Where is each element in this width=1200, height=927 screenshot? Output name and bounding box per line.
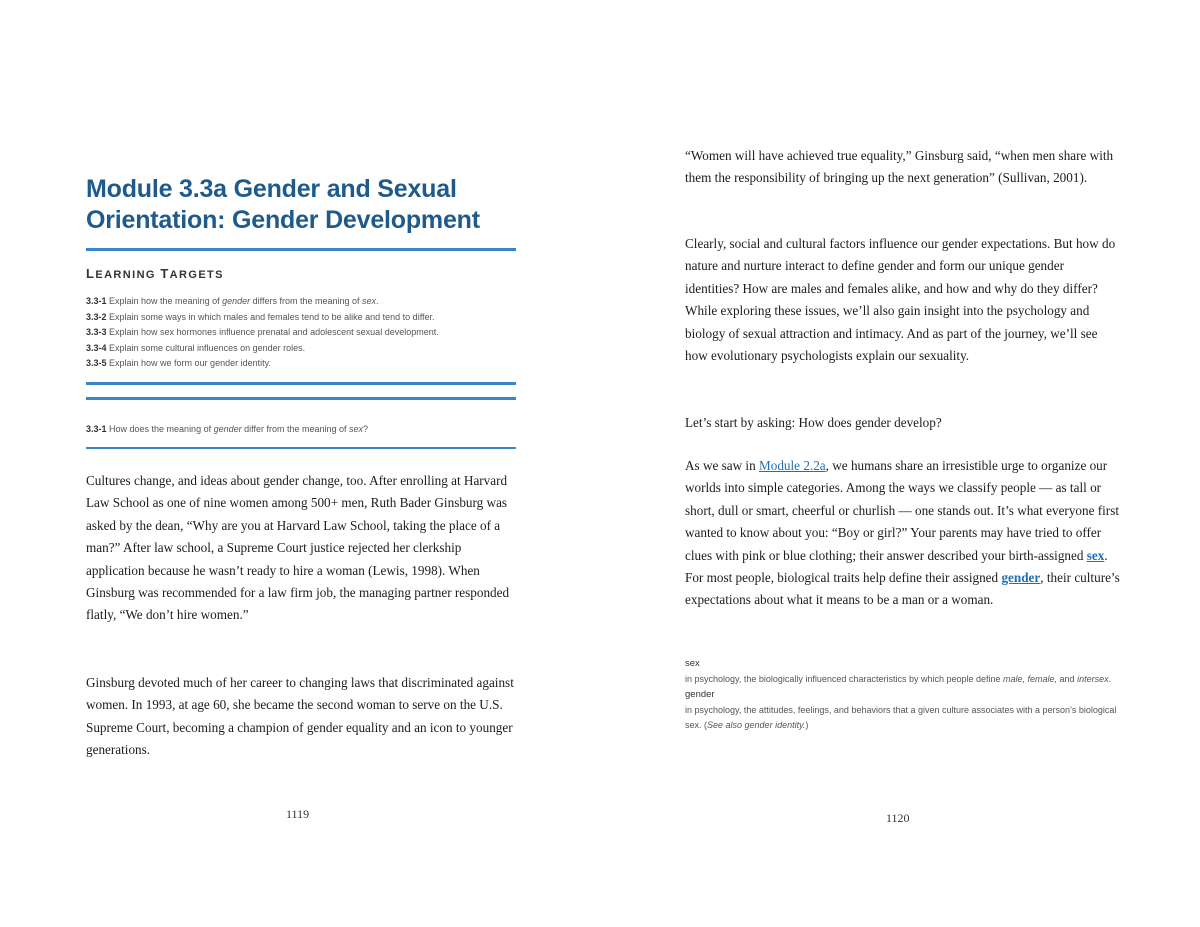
lt-heading-part: EARNING [95, 269, 161, 281]
target-text: Explain how the meaning of [106, 296, 223, 306]
focus-question [86, 424, 368, 434]
page-number: 1119 [286, 807, 310, 821]
definition-italic: See also gender identity. [707, 720, 806, 730]
question-number: 3.3-1 [86, 424, 107, 434]
paragraph-text: , their culture’s expectations about what it means to be a man or a woman. [685, 570, 1120, 608]
question-italic: gender [213, 424, 242, 434]
glossary-definition-gender [685, 703, 1125, 734]
page-number: 1120 [886, 811, 910, 825]
lt-heading-initial: L [86, 266, 96, 281]
body-paragraph-1: Cultures change, and ideas about gender change, too. After enrolling at Harvard Law School as one of nine women among 500+ men, Ruth Bader Ginsburg was asked by the dean, “Why are you at Harvard Law School, taking the place of a man?” After law school, a Supreme Court justice rejected her clerkship application because he wasn’t ready to hire a woman (Lewis, 1998). When Ginsburg was recommended for a law firm job, the managing partner responded flatly, “We don’t hire women.” [86, 473, 510, 623]
question-text: ? [363, 424, 369, 434]
learning-target-item [86, 325, 439, 341]
target-text: Explain some ways in which males and females tend to be alike and tend to differ. [106, 311, 435, 322]
body-paragraph-2: Ginsburg devoted much of her career to changing laws that discriminated against women. In 1993, at age 60, she became the second woman to serve on the U.S. Supreme Court, becoming a champion of gender equality and an icon to younger generations. [86, 675, 514, 758]
glossary-term-sex: sex [685, 658, 700, 669]
definition-text: in psychology, the biologically influenced characteristics by which people define [685, 673, 1004, 684]
gender-glossary-link[interactable]: gender [1001, 570, 1041, 586]
target-text: . [376, 296, 379, 306]
title-divider [86, 248, 516, 251]
right-page [600, 0, 1200, 927]
definition-italic: intersex [1077, 673, 1109, 684]
question-italic: sex [349, 424, 364, 434]
target-number: 3.3-3 [86, 327, 107, 337]
learning-target-item [86, 341, 439, 357]
target-number: 3.3-1 [86, 296, 107, 306]
glossary-box [685, 656, 1125, 734]
lt-heading-part2: ARGETS [169, 269, 224, 281]
targets-bottom-rule [86, 382, 516, 385]
definition-text: ) [805, 720, 809, 730]
body-paragraph-2: Clearly, social and cultural factors influence our gender expectations. But how do nature and nurture interact to define gender and form our unique gender identities? How are males and females alike, and how and why do they differ? While exploring these issues, we’ll also gain insight into the psychology and biology of sexual attraction and intimacy. And as part of the journey, we’ll see how evolutionary psychologists explain our sexuality. [685, 236, 1116, 364]
target-italic: sex [362, 296, 377, 306]
module-2-2a-link[interactable]: Module 2.2a [759, 458, 826, 473]
glossary-term-gender: gender [685, 689, 715, 700]
target-text: differs from the meaning of [250, 296, 363, 306]
paragraph-text: . For most people, biological traits help define their assigned [685, 547, 1108, 586]
target-number: 3.3-5 [86, 358, 107, 368]
target-text: Explain some cultural influences on gender roles. [106, 342, 306, 353]
target-italic: gender [222, 296, 251, 306]
target-number: 3.3-4 [86, 342, 107, 353]
glossary-definition-sex [685, 672, 1125, 688]
definition-text: . [1108, 673, 1112, 684]
target-text: Explain how we form our gender identity. [106, 358, 271, 368]
body-paragraph-3: Let’s start by asking: How does gender develop? [685, 415, 942, 430]
definition-italic: male, female, [1003, 673, 1058, 684]
learning-target-item [86, 310, 439, 326]
learning-target-item [86, 294, 439, 310]
question-top-rule [86, 397, 516, 400]
target-number: 3.3-2 [86, 311, 107, 322]
question-text: differ from the meaning of [241, 424, 350, 434]
definition-text: and [1057, 673, 1078, 684]
paragraph-text: As we saw in [685, 458, 759, 473]
learning-targets-heading [86, 266, 224, 281]
lt-heading-initial-t: T [160, 266, 170, 281]
body-paragraph-4 [685, 455, 1121, 612]
learning-targets-list [86, 294, 439, 372]
paragraph-text: , we humans share an irresistible urge to organize our worlds into simple categories. Among the ways we classify people — as tall or short, dull or smart, cheerful or churlish — one stands out. It’s what everyone first wanted to know about you: “Boy or girl?” Your parents may have tried to offer clues with pink or blue clothing; their answer described your birth-assigned [685, 458, 1119, 563]
definition-text: in psychology, the attitudes, feelings, and behaviors that a given culture associates with a person’s biological sex. ( [685, 704, 1117, 730]
learning-target-item [86, 356, 439, 372]
module-title: Module 3.3a Gender and Sexual Orientation: Gender Development [86, 175, 480, 234]
question-text: How does the meaning of [106, 424, 214, 434]
body-paragraph-quote: “Women will have achieved true equality,” Ginsburg said, “when men share with them the responsibility of bringing up the next generation” (Sullivan, 2001). [685, 148, 1114, 186]
target-text: Explain how sex hormones influence prenatal and adolescent sexual development. [106, 327, 439, 337]
sex-glossary-link[interactable]: sex [1086, 547, 1105, 563]
question-bottom-rule [86, 447, 516, 449]
